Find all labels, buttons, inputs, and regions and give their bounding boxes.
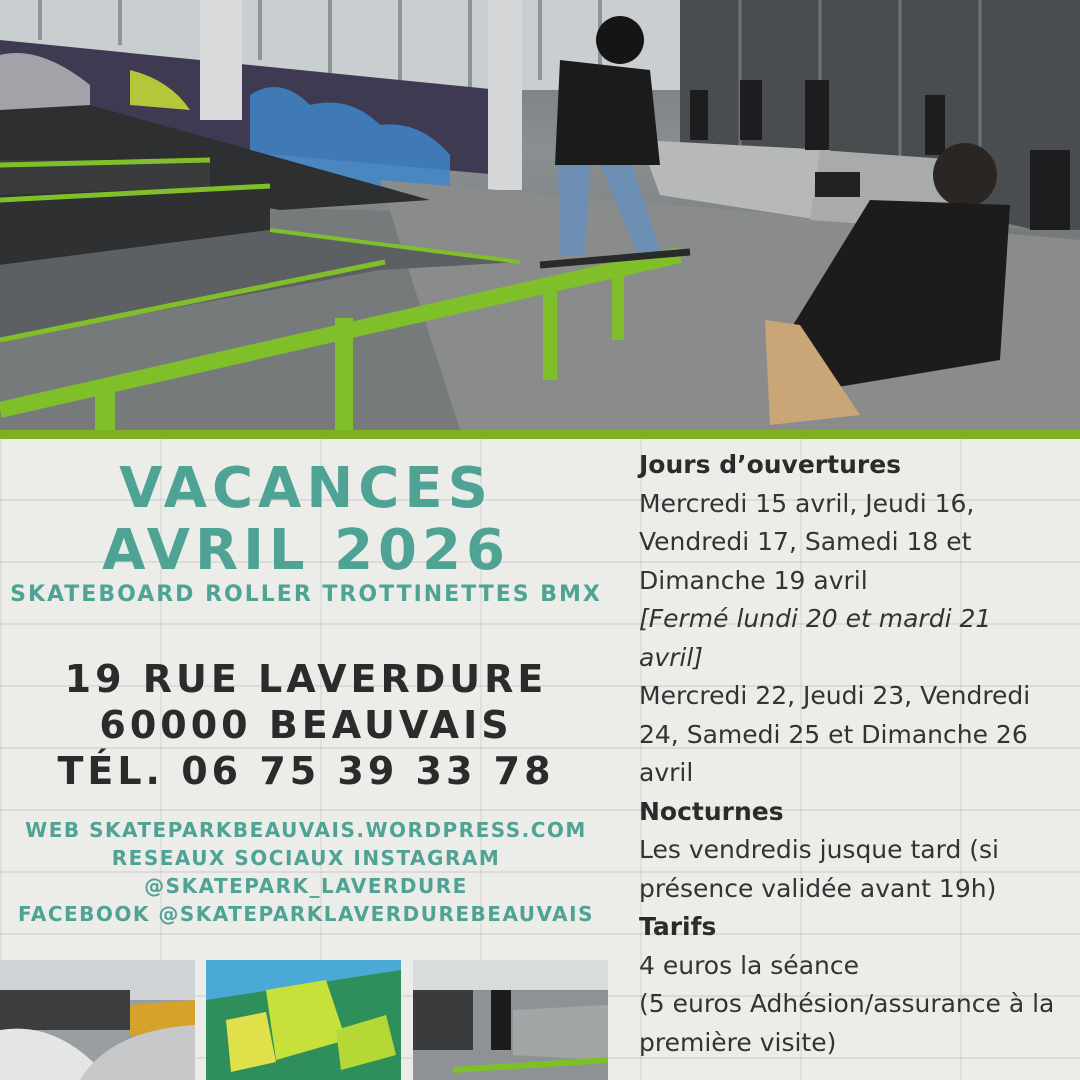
- address-street: 19 RUE LAVERDURE: [64, 657, 548, 701]
- links-block: [0, 816, 612, 928]
- headline-block: [0, 458, 612, 582]
- skater-photo-icon: [413, 960, 608, 1080]
- address-city: 60000 BEAUVAIS: [99, 703, 513, 747]
- thumbnail-skater-photo: [413, 960, 608, 1080]
- price-text: 4 euros la séance: [639, 950, 859, 980]
- thumbnail-graffiti-photo: [206, 960, 401, 1080]
- social-label: RESEAUX SOCIAUX INSTAGRAM: [111, 846, 501, 870]
- green-divider: [0, 430, 1080, 439]
- address-block: [0, 656, 612, 794]
- graffiti-photo-icon: [206, 960, 401, 1080]
- headline-vacances: VACANCES: [119, 456, 493, 521]
- closed-days: [Fermé lundi 20 et mardi 21 avril]: [639, 604, 992, 672]
- night-text: Les vendredis jusque tard (si présence validée avant 19h): [639, 835, 999, 903]
- sports-list: SKATEBOARD ROLLER TROTTINETTES BMX: [10, 582, 602, 607]
- night-heading: Nocturnes: [639, 796, 784, 826]
- opening-week2: Mercredi 22, Jeudi 23, Vendredi 24, Samedi 25 et Dimanche 26 avril: [639, 681, 1031, 787]
- ramp-photo-icon: [0, 960, 195, 1080]
- opening-heading: Jours d’ouvertures: [639, 450, 902, 479]
- facebook-handle: FACEBOOK @SKATEPARKLAVERDUREBEAUVAIS: [18, 902, 594, 926]
- schedule-column: [639, 446, 1059, 1062]
- price-heading: Tarifs: [639, 912, 717, 941]
- headline-date: AVRIL 2026: [102, 518, 510, 583]
- skatepark-photo-illustration: [0, 0, 1080, 430]
- web-link: WEB SKATEPARKBEAUVAIS.WORDPRESS.COM: [25, 818, 587, 842]
- address-phone: TÉL. 06 75 39 33 78: [57, 749, 555, 793]
- thumbnail-ramp-photo: [0, 960, 195, 1080]
- instagram-handle: @SKATEPARK_LAVERDURE: [144, 874, 468, 898]
- opening-week1: Mercredi 15 avril, Jeudi 16, Vendredi 17, Samedi 18 et Dimanche 19 avril: [639, 488, 975, 595]
- hero-skatepark-photo: [0, 0, 1080, 430]
- price-note: (5 euros Adhésion/assurance à la première visite): [639, 989, 1055, 1057]
